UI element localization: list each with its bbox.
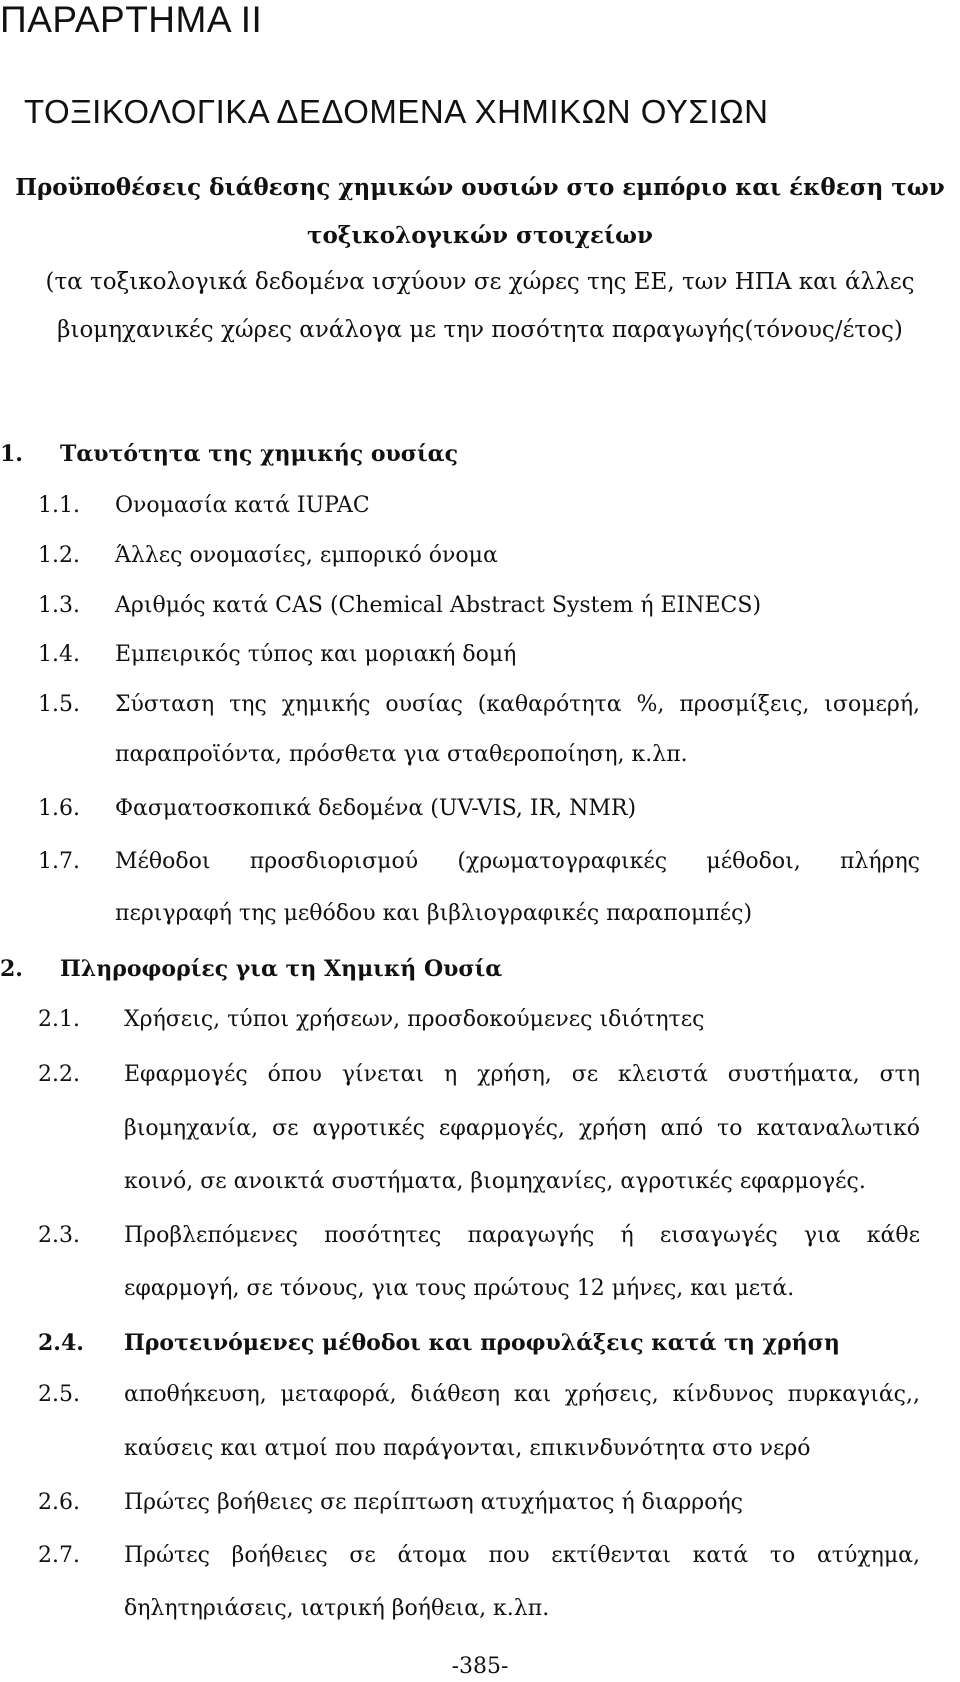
- item-text: Προτεινόμενες μέθοδοι και προφυλάξεις κατά τη χρήση: [124, 1330, 840, 1356]
- item-number: 1.2.: [38, 543, 80, 568]
- list-item: [38, 589, 920, 623]
- item-number: 2.7.: [38, 1543, 80, 1568]
- item-text: Σύσταση της χημικής ουσίας (καθαρότητα %, προσμίξεις, ισομερή,: [115, 692, 920, 717]
- item-number: 1.3.: [38, 593, 80, 618]
- list-item: [38, 1219, 920, 1253]
- document-title: ΤΟΞΙΚΟΛΟΓΙΚΑ ΔΕΔΟΜΕΝΑ ΧΗΜΙΚΩΝ ΟΥΣΙΩΝ: [24, 93, 769, 130]
- item-number: 1.6.: [38, 796, 80, 821]
- item-text: παραπροϊόντα, πρόσθετα για σταθεροποίηση, κ.λπ.: [115, 742, 688, 767]
- note-line-2: βιομηχανικές χώρες ανάλογα με την ποσότητα παραγωγής(τόνους/έτος): [57, 317, 903, 343]
- list-item: [38, 1326, 920, 1360]
- note-line-1: (τα τοξικολογικά δεδομένα ισχύουν σε χώρες της ΕΕ, των ΗΠΑ και άλλες: [45, 269, 915, 295]
- list-item: [38, 638, 920, 672]
- item-text-continuation: [124, 1592, 920, 1626]
- item-text: Πρώτες βοήθειες σε άτομα που εκτίθενται κατά το ατύχημα,: [124, 1543, 920, 1568]
- list-item: [38, 1539, 920, 1573]
- item-number: 2.2.: [38, 1062, 80, 1087]
- item-number: 2.6.: [38, 1490, 80, 1515]
- item-text: Αριθμός κατά CAS (Chemical Abstract System ή EINECS): [115, 593, 762, 618]
- section-heading: [0, 952, 940, 986]
- item-text: Προβλεπόμενες ποσότητες παραγωγής ή εισαγωγές για κάθε: [124, 1223, 920, 1248]
- item-text: Εφαρμογές όπου γίνεται η χρήση, σε κλειστά συστήματα, στη: [124, 1062, 920, 1087]
- item-text-continuation: [124, 1165, 920, 1199]
- item-number: 1.5.: [38, 692, 80, 717]
- list-item: [38, 1378, 920, 1412]
- item-text: εφαρμογή, σε τόνους, για τους πρώτους 12 μήνες, και μετά.: [124, 1276, 795, 1301]
- item-text: βιομηχανία, σε αγροτικές εφαρμογές, χρήση από το καταναλωτικό: [124, 1116, 920, 1141]
- page-number: -385-: [451, 1654, 509, 1679]
- item-number: 1.1.: [38, 493, 80, 518]
- list-item: [38, 845, 920, 879]
- item-text-continuation: [115, 738, 920, 772]
- item-text: αποθήκευση, μεταφορά, διάθεση και χρήσεις, κίνδυνος πυρκαγιάς,,: [124, 1382, 920, 1407]
- item-text-continuation: [115, 897, 920, 931]
- item-number: 2.3.: [38, 1223, 80, 1248]
- section-heading: [0, 437, 940, 471]
- list-item: [38, 1058, 920, 1092]
- item-text: Φασματοσκοπικά δεδομένα (UV-VIS, IR, NMR): [115, 796, 637, 821]
- item-text: Πρώτες βοήθειες σε περίπτωση ατυχήματος ή διαρροής: [124, 1490, 743, 1515]
- item-text: Εμπειρικός τύπος και μοριακή δομή: [115, 642, 517, 667]
- item-text: Μέθοδοι προσδιορισμού (χρωματογραφικές μέθοδοι, πλήρης: [115, 849, 920, 874]
- item-text: Χρήσεις, τύποι χρήσεων, προσδοκούμενες ιδιότητες: [124, 1007, 705, 1032]
- list-item: [38, 792, 920, 826]
- section-number: 2.: [0, 956, 23, 982]
- item-text: Ονομασία κατά IUPAC: [115, 493, 370, 518]
- list-item: [38, 1486, 920, 1520]
- item-number: 2.5.: [38, 1382, 80, 1407]
- appendix-title: ΠΑΡΑΡΤΗΜΑ ΙΙ: [0, 0, 263, 40]
- item-number: 1.4.: [38, 642, 80, 667]
- item-text: δηλητηριάσεις, ιατρική βοήθεια, κ.λπ.: [124, 1596, 550, 1621]
- section-number: 1.: [0, 441, 23, 467]
- item-text-continuation: [124, 1272, 920, 1306]
- item-number: 2.1.: [38, 1007, 80, 1032]
- section-title: Ταυτότητα της χημικής ουσίας: [60, 441, 458, 467]
- item-text-continuation: [124, 1112, 920, 1146]
- item-text: κοινό, σε ανοικτά συστήματα, βιομηχανίες, αγροτικές εφαρμογές.: [124, 1169, 866, 1194]
- list-item: [38, 539, 920, 573]
- item-number: 2.4.: [38, 1330, 84, 1356]
- item-text: Άλλες ονομασίες, εμπορικό όνομα: [115, 543, 498, 568]
- subtitle-line-2: τοξικολογικών στοιχείων: [306, 222, 654, 249]
- item-text: καύσεις και ατμοί που παράγονται, επικινδυνότητα στο νερό: [124, 1436, 811, 1461]
- item-number: 1.7.: [38, 849, 80, 874]
- list-item: [38, 489, 920, 523]
- item-text-continuation: [124, 1432, 920, 1466]
- subtitle-line-1: Προϋποθέσεις διάθεσης χημικών ουσιών στο εμπόριο και έκθεση των: [15, 174, 945, 201]
- list-item: [38, 688, 920, 722]
- section-title: Πληροφορίες για τη Χημική Ουσία: [60, 956, 503, 982]
- item-text: περιγραφή της μεθόδου και βιβλιογραφικές παραπομπές): [115, 901, 753, 926]
- list-item: [38, 1003, 920, 1037]
